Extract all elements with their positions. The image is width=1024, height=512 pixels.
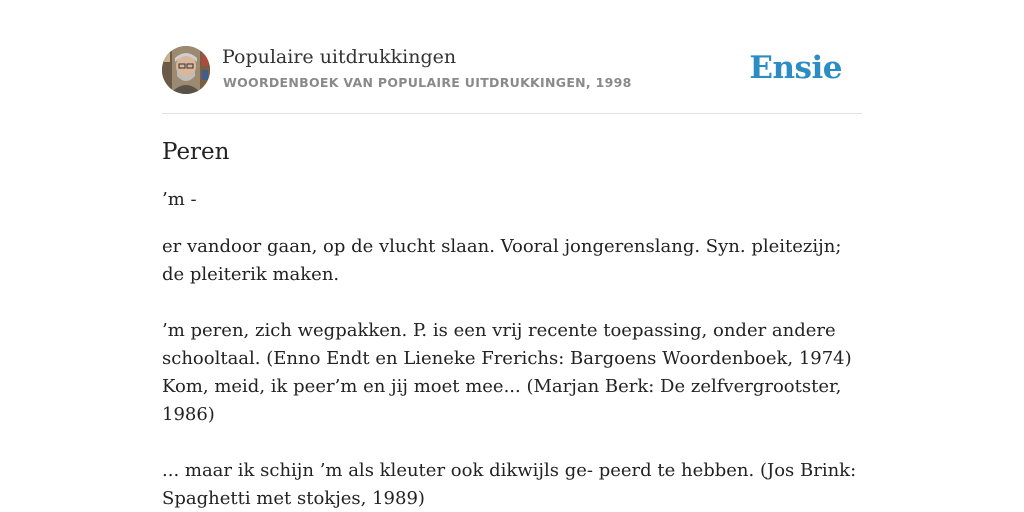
entry-paragraph: ... maar ik schijn ’m als kleuter ook dikwijls ge- peerd te hebben. (Jos Brink: Spaghetti met stokjes, 1989) [162, 460, 857, 509]
source-subtitle: WOORDENBOEK VAN POPULAIRE UITDRUKKINGEN, 1998 [223, 75, 632, 90]
ensie-logo[interactable]: Ensie [749, 50, 842, 86]
header-divider [162, 113, 862, 114]
source-name[interactable]: Populaire uitdrukkingen [222, 46, 457, 68]
entry-content [162, 134, 862, 512]
entry-subtitle: ’m - [162, 189, 197, 210]
entry-paragraph: er vandoor gaan, op de vlucht slaan. Vooral jongerenslang. Syn. pleitezijn; de pleiterik maken. [162, 236, 842, 285]
author-avatar[interactable] [162, 46, 210, 94]
entry-paragraph: ’m peren, zich wegpakken. P. is een vrij recente toepassing, onder andere schooltaal. (Enno Endt en Lieneke Frerichs: Bargoens Woordenboek, 1974) Kom, meid, ik peer’m en jij moet mee... (Marjan Berk: De zelfvergrootster, 1986) [162, 320, 852, 425]
source-header [162, 46, 862, 96]
entry-title: Peren [162, 139, 230, 165]
author-portrait-icon [162, 46, 210, 94]
